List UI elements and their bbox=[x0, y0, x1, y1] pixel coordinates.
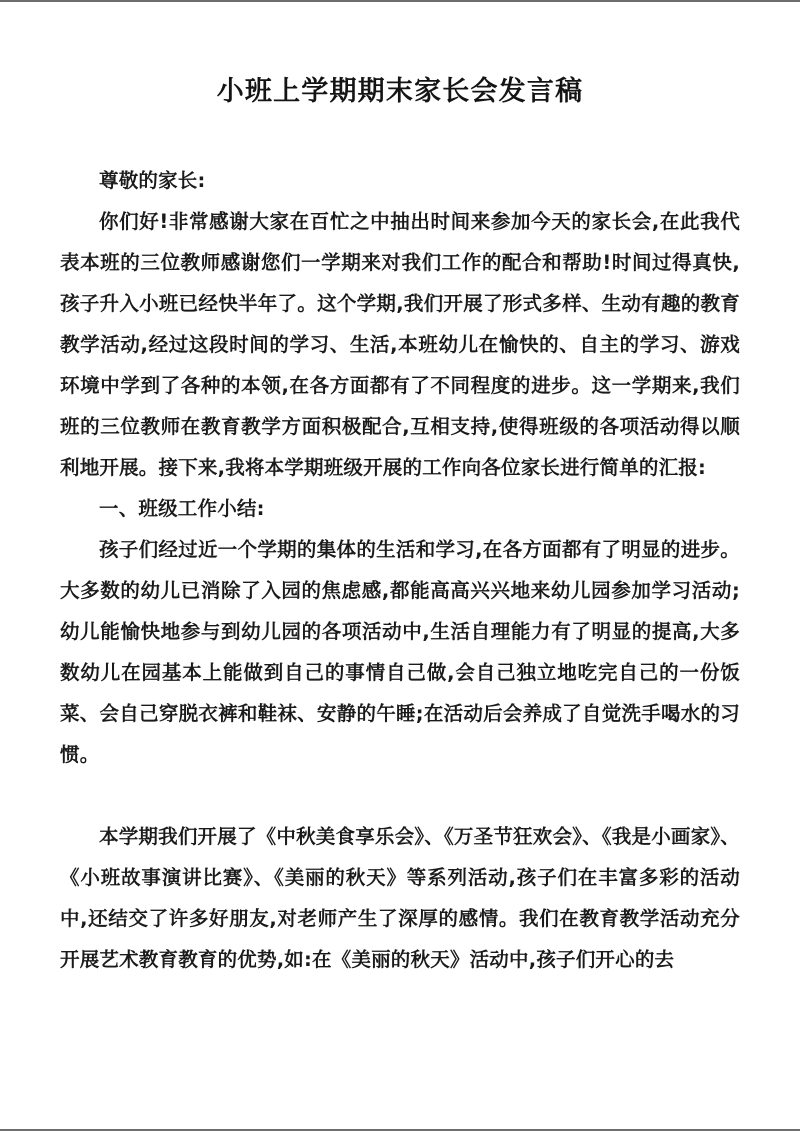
paragraph-spacer bbox=[60, 775, 740, 816]
page-content-area bbox=[60, 2, 740, 1129]
document-body bbox=[60, 160, 740, 980]
paragraph-class-summary: 孩子们经过近一个学期的集体的生活和学习,在各方面都有了明显的进步。大多数的幼儿已消除了入园的焦虑感,都能高高兴兴地来幼儿园参加学习活动;幼儿能愉快地参与到幼儿园的各项活动中,生活自理能力有了明显的提高,大多数幼儿在园基本上能做到自己的事情自己做,会自己独立地吃完自己的一份饭菜、会自己穿脱衣裤和鞋袜、安静的午睡;在活动后会养成了自觉洗手喝水的习惯。 bbox=[60, 538, 740, 766]
section-heading-class-work-summary: 一、班级工作小结: bbox=[99, 497, 265, 520]
paragraph-salutation: 尊敬的家长: bbox=[99, 169, 206, 192]
page-title: 小班上学期期末家长会发言稿 bbox=[216, 76, 584, 107]
paragraph-activities: 本学期我们开展了《中秋美食享乐会》、《万圣节狂欢会》、《我是小画家》、《小班故事演讲比赛》、《美丽的秋天》等系列活动,孩子们在丰富多彩的活动中,还结交了许多好朋友,对老师产生了深厚的感情。我们在教育教学活动充分开展艺术教育教育的优势,如:在《美丽的秋天》活动中,孩子们开心的去 bbox=[60, 825, 740, 971]
paragraph-opening-remarks: 你们好!非常感谢大家在百忙之中抽出时间来参加今天的家长会,在此我代表本班的三位教师感谢您们一学期来对我们工作的配合和帮助!时间过得真快,孩子升入小班已经快半年了。这个学期,我们开展了形式多样、生动有趣的教育教学活动,经过这段时间的学习、生活,本班幼儿在愉快的、自主的学习、游戏环境中学到了各种的本领,在各方面都有了不同程度的进步。这一学期来,我们班的三位教师在教育教学方面积极配合,互相支持,使得班级的各项活动得以顺利地开展。接下来,我将本学期班级开展的工作向各位家长进行简单的汇报: bbox=[60, 210, 740, 479]
